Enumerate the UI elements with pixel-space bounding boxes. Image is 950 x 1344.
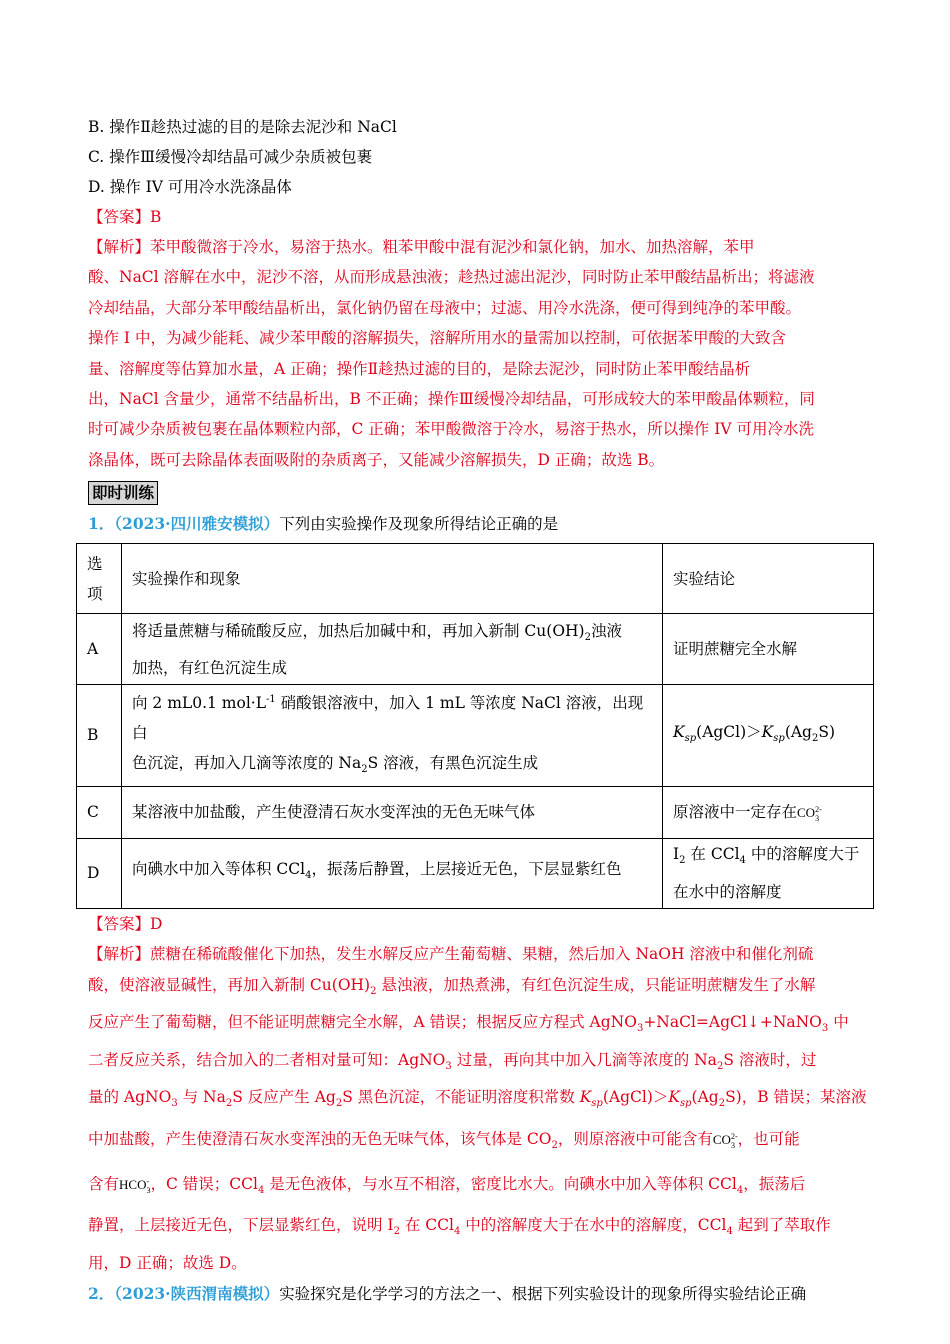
- subscript: 3: [636, 1023, 644, 1035]
- text: 量的 AgNO: [88, 1088, 172, 1107]
- text: 中: [828, 1013, 849, 1032]
- analysis-2: [88, 939, 878, 1280]
- text: (Ag: [784, 722, 812, 741]
- subscript: 3: [815, 813, 820, 823]
- text: (AgCl)＞: [696, 722, 762, 741]
- row-a-option: A: [77, 614, 122, 685]
- analysis-1-line: 时可减少杂质被包裹在晶体颗粒内部，C 正确；苯甲酸微溶于冷水，易溶于热水，所以操作 IV 可用冷水洗: [88, 420, 814, 439]
- row-d-option: D: [77, 838, 122, 908]
- row-c-option: C: [77, 786, 122, 838]
- text: S 黑色沉淀，不能证明溶度积常数: [342, 1088, 580, 1107]
- text: +NaCl=AgCl↓+NaNO: [643, 1013, 822, 1032]
- superscript: -: [146, 1177, 150, 1187]
- text: CO: [797, 804, 816, 820]
- subscript: 2: [551, 1140, 558, 1151]
- row-b-option: B: [77, 685, 122, 786]
- subscript: sp: [679, 1098, 692, 1110]
- text: HCO: [119, 1177, 147, 1192]
- text: 在 CCl: [685, 845, 740, 864]
- text: ，也可能: [737, 1129, 800, 1148]
- question-1-stem: [88, 509, 878, 539]
- text: 浊液: [590, 621, 622, 640]
- question-2-stem: [88, 1279, 878, 1309]
- answer-label: 【答案】: [88, 914, 151, 933]
- subscript: 3: [730, 1140, 735, 1150]
- superscript: 2-: [815, 804, 822, 814]
- subscript: sp: [684, 732, 697, 744]
- question-text: 实验探究是化学学习的方法之一、根据下列实验设计的现象所得实验结论正确: [279, 1285, 807, 1303]
- text: ，则原溶液中可能含有: [557, 1129, 713, 1148]
- subscript: 4: [257, 1185, 265, 1197]
- row-a-conclusion: 证明蔗糖完全水解: [663, 614, 874, 685]
- table-row: [77, 786, 874, 838]
- question-source: （2023·陕西渭南模拟）: [114, 1284, 280, 1303]
- text: S)，B 错误；某溶液: [725, 1088, 867, 1107]
- text: I: [673, 845, 680, 864]
- question-number: 2．: [88, 1284, 115, 1303]
- text: 过量，再向其中加入几滴等浓度的 Na: [451, 1050, 717, 1069]
- analysis-1-line: 冷却结晶，大部分苯甲酸结晶析出，氯化钠仍留在母液中；过滤、用冷水洗涤，便可得到纯净的苯甲酸。: [88, 298, 802, 317]
- text: 起到了萃取作: [732, 1216, 831, 1235]
- analysis-1-line: 操作 I 中，为减少能耗、减少苯甲酸的溶解损失，溶解所用水的量需加以控制，可依据苯甲酸的大致含: [88, 329, 786, 348]
- subscript: 2: [716, 1061, 724, 1072]
- text: ，振荡后静置，上层接近无色，下层显紫红色: [311, 860, 622, 879]
- table-row: [77, 614, 874, 685]
- analysis-label: 【解析】: [88, 238, 151, 256]
- header-experiment: 实验操作和现象: [122, 544, 663, 614]
- text: ，振荡后: [743, 1175, 806, 1193]
- carbonate-ion: [797, 804, 822, 823]
- subscript: 2: [361, 764, 368, 776]
- section-heading: 即时训练: [88, 481, 158, 505]
- row-b-conclusion: [663, 685, 874, 786]
- subscript: 3: [821, 1023, 829, 1035]
- text: 原溶液中一定存在: [673, 802, 798, 821]
- text: 中加盐酸，产生使澄清石灰水变浑浊的无色无味气体，该气体是 CO: [88, 1129, 552, 1148]
- text: (Ag: [691, 1088, 719, 1107]
- text: 酸，使溶液显碱性，再加入新制 Cu(OH): [88, 975, 371, 994]
- subscript: 2: [679, 855, 686, 867]
- text: (AgCl)＞: [602, 1088, 669, 1107]
- text: S): [818, 722, 836, 741]
- analysis-1-line: 涤晶体，既可去除晶体表面吸附的杂质离子，又能减少溶解损失，D 正确；故选 B。: [88, 450, 665, 469]
- option-d: D. 操作 IV 可用冷水洗涤晶体: [88, 178, 292, 196]
- analysis-1-line: 苯甲酸微溶于冷水，易溶于热水。粗苯甲酸中混有泥沙和氯化钠，加水、加热溶解，苯甲: [150, 238, 755, 256]
- text: S 反应产生 Ag: [232, 1088, 336, 1107]
- text: 在 CCl: [399, 1216, 454, 1235]
- text: K: [673, 722, 685, 741]
- analysis-1-line: 量、溶解度等估算加水量，A 正确；操作Ⅱ趁热过滤的目的，是除去泥沙，同时防止苯甲酸结晶析: [88, 359, 751, 378]
- text: 是无色液体，与水互不相溶，密度比水大。向碘水中加入等体积 CCl: [264, 1175, 737, 1193]
- text: CO: [712, 1131, 731, 1147]
- analysis-1: [88, 232, 878, 475]
- subscript: 4: [305, 870, 312, 882]
- section-heading-wrap: [88, 475, 878, 505]
- text: K: [579, 1088, 592, 1107]
- answer-2: [88, 909, 878, 939]
- text: 静置，上层接近无色，下层显紫红色，说明 I: [88, 1216, 394, 1235]
- text: 中的溶解度大于在水中的溶解度，CCl: [460, 1216, 727, 1235]
- text: 向碘水中加入等体积 CCl: [132, 860, 306, 879]
- header-option-a: 选: [87, 554, 103, 573]
- subscript: sp: [773, 732, 785, 744]
- text: 悬浊液，加热煮沸，有红色沉淀生成，只能证明蔗糖发生了水解: [376, 975, 816, 994]
- answer-label: 【答案】: [88, 208, 151, 226]
- text: S 溶液时，过: [723, 1050, 817, 1069]
- option-c: C. 操作Ⅲ缓慢冷却结晶可减少杂质被包裹: [88, 148, 373, 166]
- option-b: B. 操作Ⅱ趁热过滤的目的是除去泥沙和 NaCl: [88, 118, 397, 136]
- experiment-table: [76, 543, 874, 908]
- text: 与 Na: [177, 1088, 226, 1107]
- superscript: 2-: [730, 1131, 738, 1141]
- analysis-1-line: 出，NaCl 含量少，通常不结晶析出，B 不正确；操作Ⅲ缓慢冷却结晶，可形成较大的苯甲酸晶体颗粒，同: [88, 390, 815, 409]
- subscript: 2: [335, 1098, 343, 1110]
- text: 二者反应关系，结合加入的二者相对量可知：AgNO: [88, 1050, 446, 1069]
- bicarbonate-ion: [119, 1177, 151, 1196]
- row-d-conclusion: [663, 838, 874, 908]
- text: 向 2 mL0.1 mol·L: [132, 694, 266, 713]
- text: 反应产生了葡萄糖，但不能证明蔗糖完全水解，A 错误；根据反应方程式 AgNO: [88, 1013, 637, 1032]
- superscript: -1: [266, 694, 276, 706]
- subscript: 3: [445, 1061, 452, 1072]
- subscript: 4: [736, 1185, 744, 1197]
- text: K: [668, 1088, 680, 1107]
- text: 用，D 正确；故选 D。: [88, 1253, 247, 1272]
- answer-value: D: [150, 914, 163, 933]
- subscript: 2: [584, 631, 591, 643]
- text: 蔗糖在稀硫酸催化下加热，发生水解反应产生葡萄糖、果糖，然后加入 NaOH 溶液中和催化剂硫: [150, 944, 814, 963]
- subscript: 2: [718, 1098, 726, 1110]
- subscript: 4: [739, 855, 746, 867]
- text: 加热，有红色沉淀生成: [132, 658, 288, 677]
- analysis-label: 【解析】: [88, 944, 151, 963]
- table-header-row: [77, 544, 874, 614]
- subscript: 2: [225, 1098, 233, 1110]
- subscript: sp: [591, 1098, 603, 1110]
- text: 色沉淀，再加入几滴等浓度的 Na: [132, 754, 362, 773]
- question-text: 下列由实验操作及现象所得结论正确的是: [279, 515, 559, 534]
- text: 中的溶解度大于: [745, 845, 860, 864]
- analysis-1-line: 酸、NaCl 溶解在水中，泥沙不溶，从而形成悬浊液；趁热过滤出泥沙，同时防止苯甲酸结晶析出；将滤液: [88, 268, 815, 287]
- subscript: 3: [146, 1186, 151, 1196]
- subscript: 3: [171, 1098, 178, 1110]
- subscript: 2: [393, 1226, 400, 1238]
- text: K: [761, 722, 774, 741]
- subscript: 2: [811, 732, 819, 744]
- text: 含有: [88, 1175, 120, 1193]
- document-page: [88, 112, 878, 1309]
- header-option: [77, 544, 122, 614]
- text: 硝酸银溶液中，加入 1 mL 等浓度 NaCl 溶液，出现白: [132, 694, 644, 743]
- answer-1: [88, 202, 878, 232]
- text: 将适量蔗糖与稀硫酸反应，加热后加碱中和，再加入新制 Cu(OH): [132, 621, 585, 640]
- subscript: 2: [370, 986, 377, 997]
- carbonate-ion: [712, 1131, 738, 1150]
- row-d-experiment: [122, 838, 663, 908]
- text: 在水中的溶解度: [673, 882, 782, 901]
- subscript: 4: [453, 1226, 461, 1238]
- text: ，C 错误；CCl: [150, 1175, 258, 1193]
- table-row: [77, 685, 874, 786]
- row-c-conclusion: [663, 786, 874, 838]
- question-number: 1．: [88, 514, 115, 534]
- row-c-experiment: 某溶液中加盐酸，产生使澄清石灰水变浑浊的无色无味气体: [122, 786, 663, 838]
- header-conclusion: 实验结论: [663, 544, 874, 614]
- row-a-experiment: [122, 614, 663, 685]
- answer-value: B: [150, 208, 162, 226]
- header-option-b: 项: [87, 584, 103, 603]
- row-b-experiment: [122, 685, 663, 786]
- text: S 溶液，有黑色沉淀生成: [367, 754, 539, 773]
- question-source: （2023·四川雅安模拟）: [114, 514, 280, 534]
- table-row: [77, 838, 874, 908]
- subscript: 4: [726, 1226, 733, 1238]
